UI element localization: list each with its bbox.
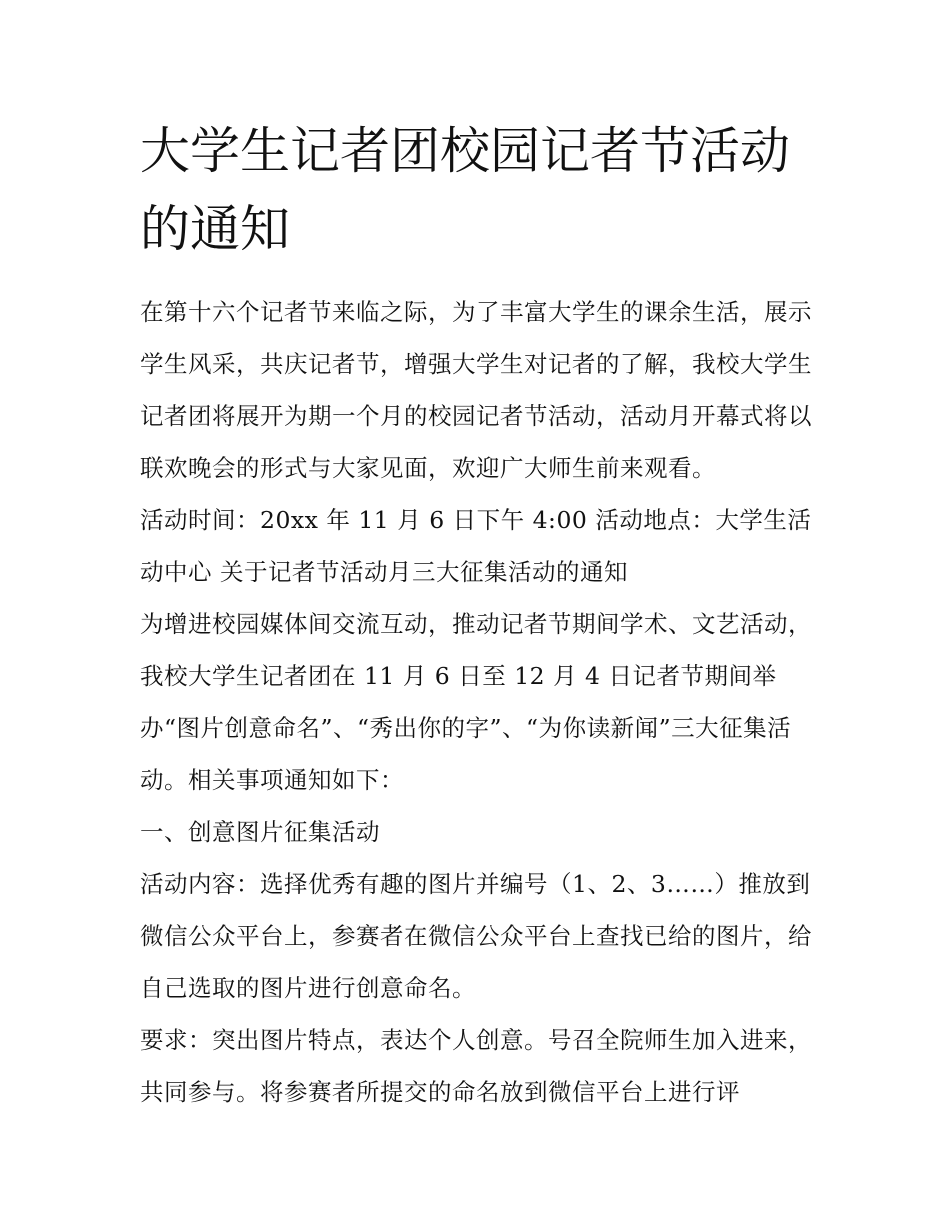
requirements-paragraph: 要求：突出图片特点，表达个人创意。号召全院师生加入进来，共同参与。将参赛者所提交的命名放到微信平台上进行评 [140,1026,812,1106]
intro-paragraph: 在第十六个记者节来临之际，为了丰富大学生的课余生活，展示学生风采，共庆记者节，增强大学生对记者的了解，我校大学生记者团将展开为期一个月的校园记者节活动，活动月开幕式将以联欢晚会的形式与大家见面，欢迎广大师生前来观看。 [140,298,812,482]
collection-activities-paragraph: 为增进校园媒体间交流互动，推动记者节期间学术、文艺活动，我校大学生记者团在 11 月 6 日至 12 月 4 日记者节期间举办“图片创意命名”、“秀出你的字”、“为你读新闻”三大征集活动。相关事项通知如下： [140,610,812,794]
section-heading-creative-images: 一、创意图片征集活动 [140,818,380,846]
document-page [140,112,820,1118]
activity-content-paragraph: 活动内容：选择优秀有趣的图片并编号（1、2、3……）推放到微信公众平台上，参赛者在微信公众平台上查找已给的图片，给自己选取的图片进行创意命名。 [140,870,812,1002]
document-title: 大学生记者团校园记者节活动的通知 [140,122,790,258]
event-time-location-paragraph: 活动时间：20xx 年 11 月 6 日下午 4:00 活动地点：大学生活动中心 关于记者节活动月三大征集活动的通知 [140,506,812,586]
